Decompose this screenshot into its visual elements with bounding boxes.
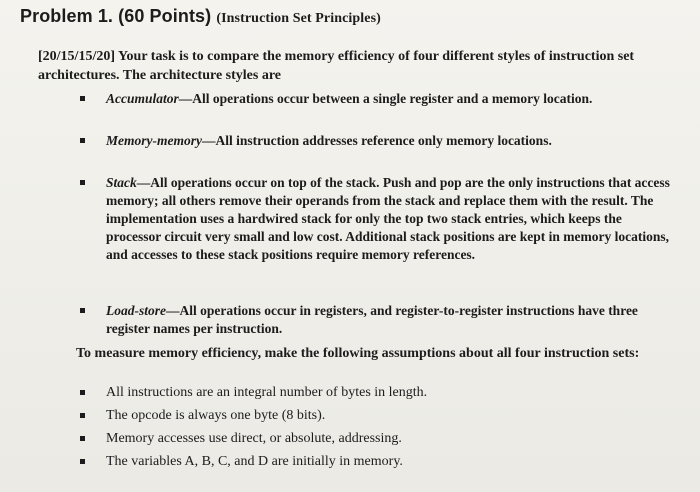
list-item (88, 174, 676, 264)
bullet-icon (80, 436, 85, 441)
architecture-desc: —All operations occur on top of the stack. Push and pop are the only instructions that access memory; all others remove their operands from the stack and replace them with the result. The implementation uses a hardwired stack for only the top two stack entries, which keeps the processor circuit very small and low cost. Additional stack positions are kept in memory locations, and accesses to these stack positions require memory references. (106, 175, 670, 262)
problem-title-sub: (Instruction Set Principles) (216, 11, 381, 26)
list-item (88, 90, 676, 108)
list-item (88, 430, 676, 448)
architecture-name: Stack (106, 175, 137, 190)
bullet-icon (80, 96, 85, 101)
bullet-icon (80, 413, 85, 418)
bullet-icon (80, 390, 85, 395)
architecture-name: Memory-memory (106, 133, 202, 148)
architecture-name: Accumulator (106, 91, 179, 106)
assumption-text: Memory accesses use direct, or absolute, addressing. (106, 431, 402, 446)
bullet-icon (80, 138, 85, 143)
list-item (88, 302, 676, 338)
assumption-text: All instructions are an integral number of bytes in length. (106, 385, 428, 400)
assumption-text: The opcode is always one byte (8 bits). (106, 408, 326, 423)
list-item (88, 384, 676, 402)
measure-text: To measure memory efficiency, make the following assumptions about all four instruction sets: (76, 346, 640, 361)
problem-title (20, 6, 381, 27)
bullet-icon (80, 459, 85, 464)
architecture-name: Load-store (106, 303, 166, 318)
architecture-desc: —All operations occur in registers, and register-to-register instructions have three register names per instruction. (106, 303, 638, 336)
measure-paragraph (48, 344, 678, 363)
list-item (88, 407, 676, 425)
list-item (88, 453, 676, 471)
intro-paragraph: [20/15/15/20] Your task is to compare the memory efficiency of four different styles of instruction set architectures. The architecture styles are (38, 49, 635, 83)
bullet-icon (80, 180, 85, 185)
architecture-desc: —All instruction addresses reference only memory locations. (201, 133, 552, 148)
problem-title-main: Problem 1. (60 Points) (20, 6, 212, 26)
assumption-text: The variables A, B, C, and D are initially in memory. (106, 454, 403, 469)
architecture-desc: —All operations occur between a single register and a memory location. (178, 91, 593, 106)
list-item (88, 132, 676, 150)
bullet-icon (80, 308, 85, 313)
